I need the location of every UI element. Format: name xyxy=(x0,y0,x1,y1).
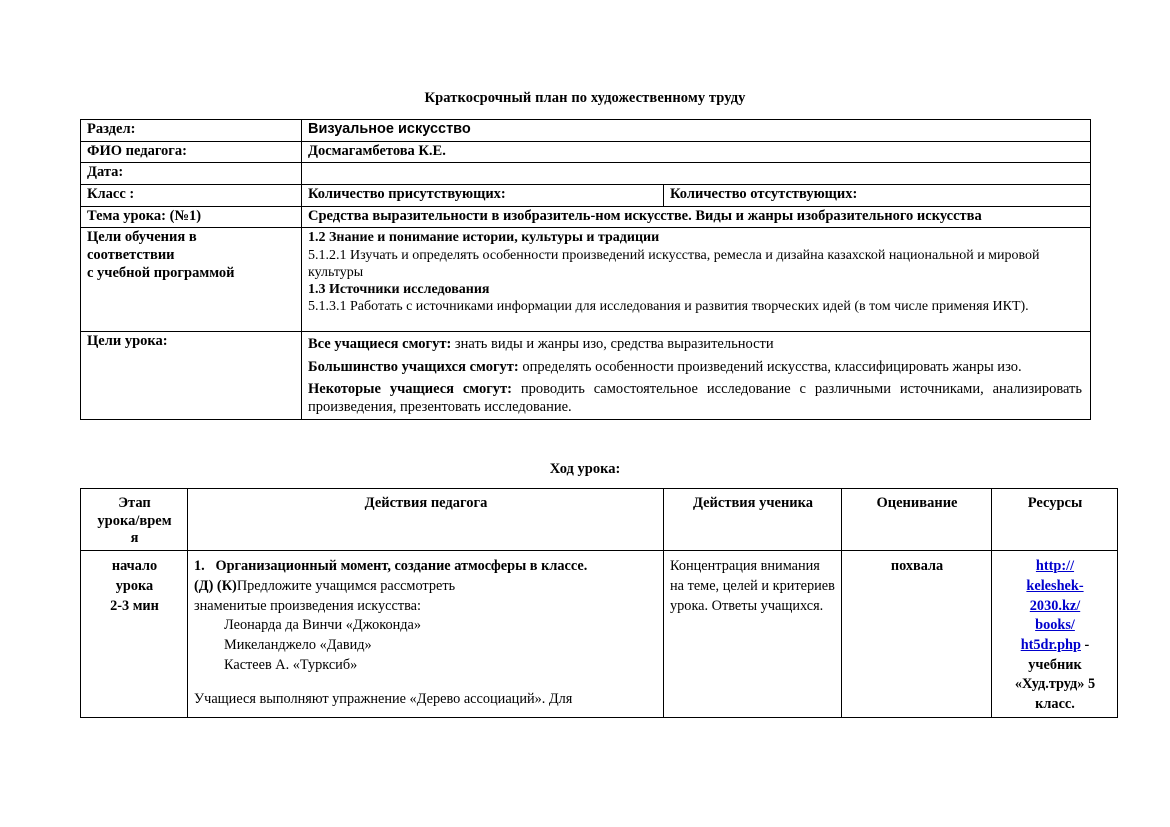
table-row xyxy=(81,206,1091,228)
artwork-item: Микеланджело «Давид» xyxy=(224,636,372,653)
info-value-topic: Средства выразительности в изобразитель-ном искусстве. Виды и жанры изобразительного искусства xyxy=(302,206,1091,228)
objective-body-1: 5.1.2.1 Изучать и определять особенности произведений искусства, ремесла и дизайна казахской национальной и мировой культуры xyxy=(308,247,1040,280)
column-header-stage xyxy=(81,489,188,551)
cell-resources xyxy=(992,551,1118,718)
info-label-teacher: ФИО педагога: xyxy=(81,141,302,163)
step-title-text: Организационный момент, создание атмосферы в классе. xyxy=(215,558,588,575)
step-number: 1. xyxy=(194,558,205,575)
info-value-section: Визуальное искусство xyxy=(302,120,1091,142)
info-label-date: Дата: xyxy=(81,163,302,185)
resource-link[interactable] xyxy=(1021,558,1084,653)
teacher-instruction-line: знаменитые произведения искусства: xyxy=(194,597,421,614)
resource-plain-line: «Худ.труд» 5 xyxy=(1014,676,1096,693)
info-label-section: Раздел: xyxy=(81,120,302,142)
aim-level-some: Некоторые учащиеся смогут: xyxy=(308,381,513,398)
stage-header-line-3: я xyxy=(130,530,139,547)
table-row xyxy=(81,331,1091,419)
objective-heading-2: 1.3 Источники исследования xyxy=(308,281,490,297)
info-value-date xyxy=(302,163,1091,185)
info-label-topic: Тема урока: (№1) xyxy=(81,206,302,228)
cell-assessment: похвала xyxy=(842,551,992,718)
column-header-assessment: Оценивание xyxy=(842,489,992,551)
table-row xyxy=(81,141,1091,163)
resource-plain-line: класс. xyxy=(1035,696,1075,713)
artwork-item: Кастеев А. «Турксиб» xyxy=(224,656,358,673)
resource-plain-line: учебник xyxy=(1028,656,1082,673)
table-row xyxy=(81,120,1091,142)
stage-header-line-2: урока/врем xyxy=(97,512,172,529)
teacher-instruction-line xyxy=(194,577,658,597)
aim-level-all: Все учащиеся смогут: xyxy=(308,335,452,352)
resource-dash: - xyxy=(1080,636,1090,653)
table-row xyxy=(81,163,1091,185)
course-of-lesson-caption: Ход урока: xyxy=(549,461,621,477)
cell-stage xyxy=(81,551,188,718)
paragraph-spacer xyxy=(194,675,658,690)
link-line-2: keleshek- xyxy=(1026,577,1084,594)
teacher-exercise-text: Учащиеся выполняют упражнение «Дерево ассоциаций». Для xyxy=(194,691,573,708)
stage-header-line-1: Этап xyxy=(118,495,151,511)
aim-level-most: Большинство учащихся смогут: xyxy=(308,358,519,375)
artwork-item: Леонарда да Винчи «Джоконда» xyxy=(224,617,422,634)
cell-student-actions: Концентрация внимания на теме, целей и критериев урока. Ответы учащихся. xyxy=(664,551,842,718)
lesson-flow-table xyxy=(80,488,1118,718)
info-value-lesson-aims xyxy=(302,331,1091,419)
info-value-teacher: Досмагамбетова К.Е. xyxy=(302,141,1091,163)
column-header-student-actions: Действия ученика xyxy=(664,489,842,551)
info-value-learning-objectives xyxy=(302,228,1091,331)
link-line-4: books/ xyxy=(1035,617,1075,634)
table-header-row xyxy=(81,489,1118,551)
objective-heading-1: 1.2 Знание и понимание истории, культуры и традиции xyxy=(308,230,660,246)
stage-line-2: урока xyxy=(115,577,154,594)
cell-teacher-actions xyxy=(188,551,664,718)
stage-line-1: начало xyxy=(111,558,158,575)
info-value-present-count: Количество присутствующих: xyxy=(302,185,664,207)
label-line-3: с учебной программой xyxy=(87,264,235,281)
info-label-class: Класс : xyxy=(81,185,302,207)
link-line-3: 2030.kz/ xyxy=(1029,597,1081,614)
label-line-1: Цели обучения в xyxy=(87,229,197,246)
link-line-5: ht5dr.php xyxy=(1020,636,1081,653)
lesson-aim-item xyxy=(308,336,1082,354)
instruction-text: Предложите учащимся рассмотреть xyxy=(236,577,456,594)
lesson-aim-item xyxy=(308,359,1082,377)
link-line-1: http:// xyxy=(1035,558,1075,575)
label-line-2: соответствии xyxy=(87,247,175,264)
info-value-absent-count: Количество отсутствующих: xyxy=(664,185,1091,207)
info-label-lesson-aims: Цели урока: xyxy=(81,331,302,419)
aim-text-some: проводить самостоятельное исследование с различными источниками, анализировать произведения, презентовать исследование. xyxy=(308,381,1082,415)
lesson-aim-item xyxy=(308,381,1082,416)
column-header-resources: Ресурсы xyxy=(992,489,1118,551)
activity-tag: (Д) (К) xyxy=(194,577,237,594)
objective-body-2: 5.1.3.1 Работать с источниками информации для исследования и развития творческих идей (в том числе применяя ИКТ). xyxy=(308,298,1029,314)
info-label-learning-objectives xyxy=(81,228,302,331)
table-row xyxy=(81,228,1091,331)
table-row xyxy=(81,185,1091,207)
lesson-info-table xyxy=(80,119,1091,420)
table-row xyxy=(81,551,1118,718)
teacher-step-title xyxy=(194,557,658,577)
column-header-teacher-actions: Действия педагога xyxy=(188,489,664,551)
stage-line-3: 2-3 мин xyxy=(110,597,159,614)
aim-text-most: определять особенности произведений искусства, классифицировать жанры изо. xyxy=(518,358,1022,375)
page-title: Краткосрочный план по художественному труду xyxy=(424,90,746,106)
aim-text-all: знать виды и жанры изо, средства выразительности xyxy=(451,335,774,352)
